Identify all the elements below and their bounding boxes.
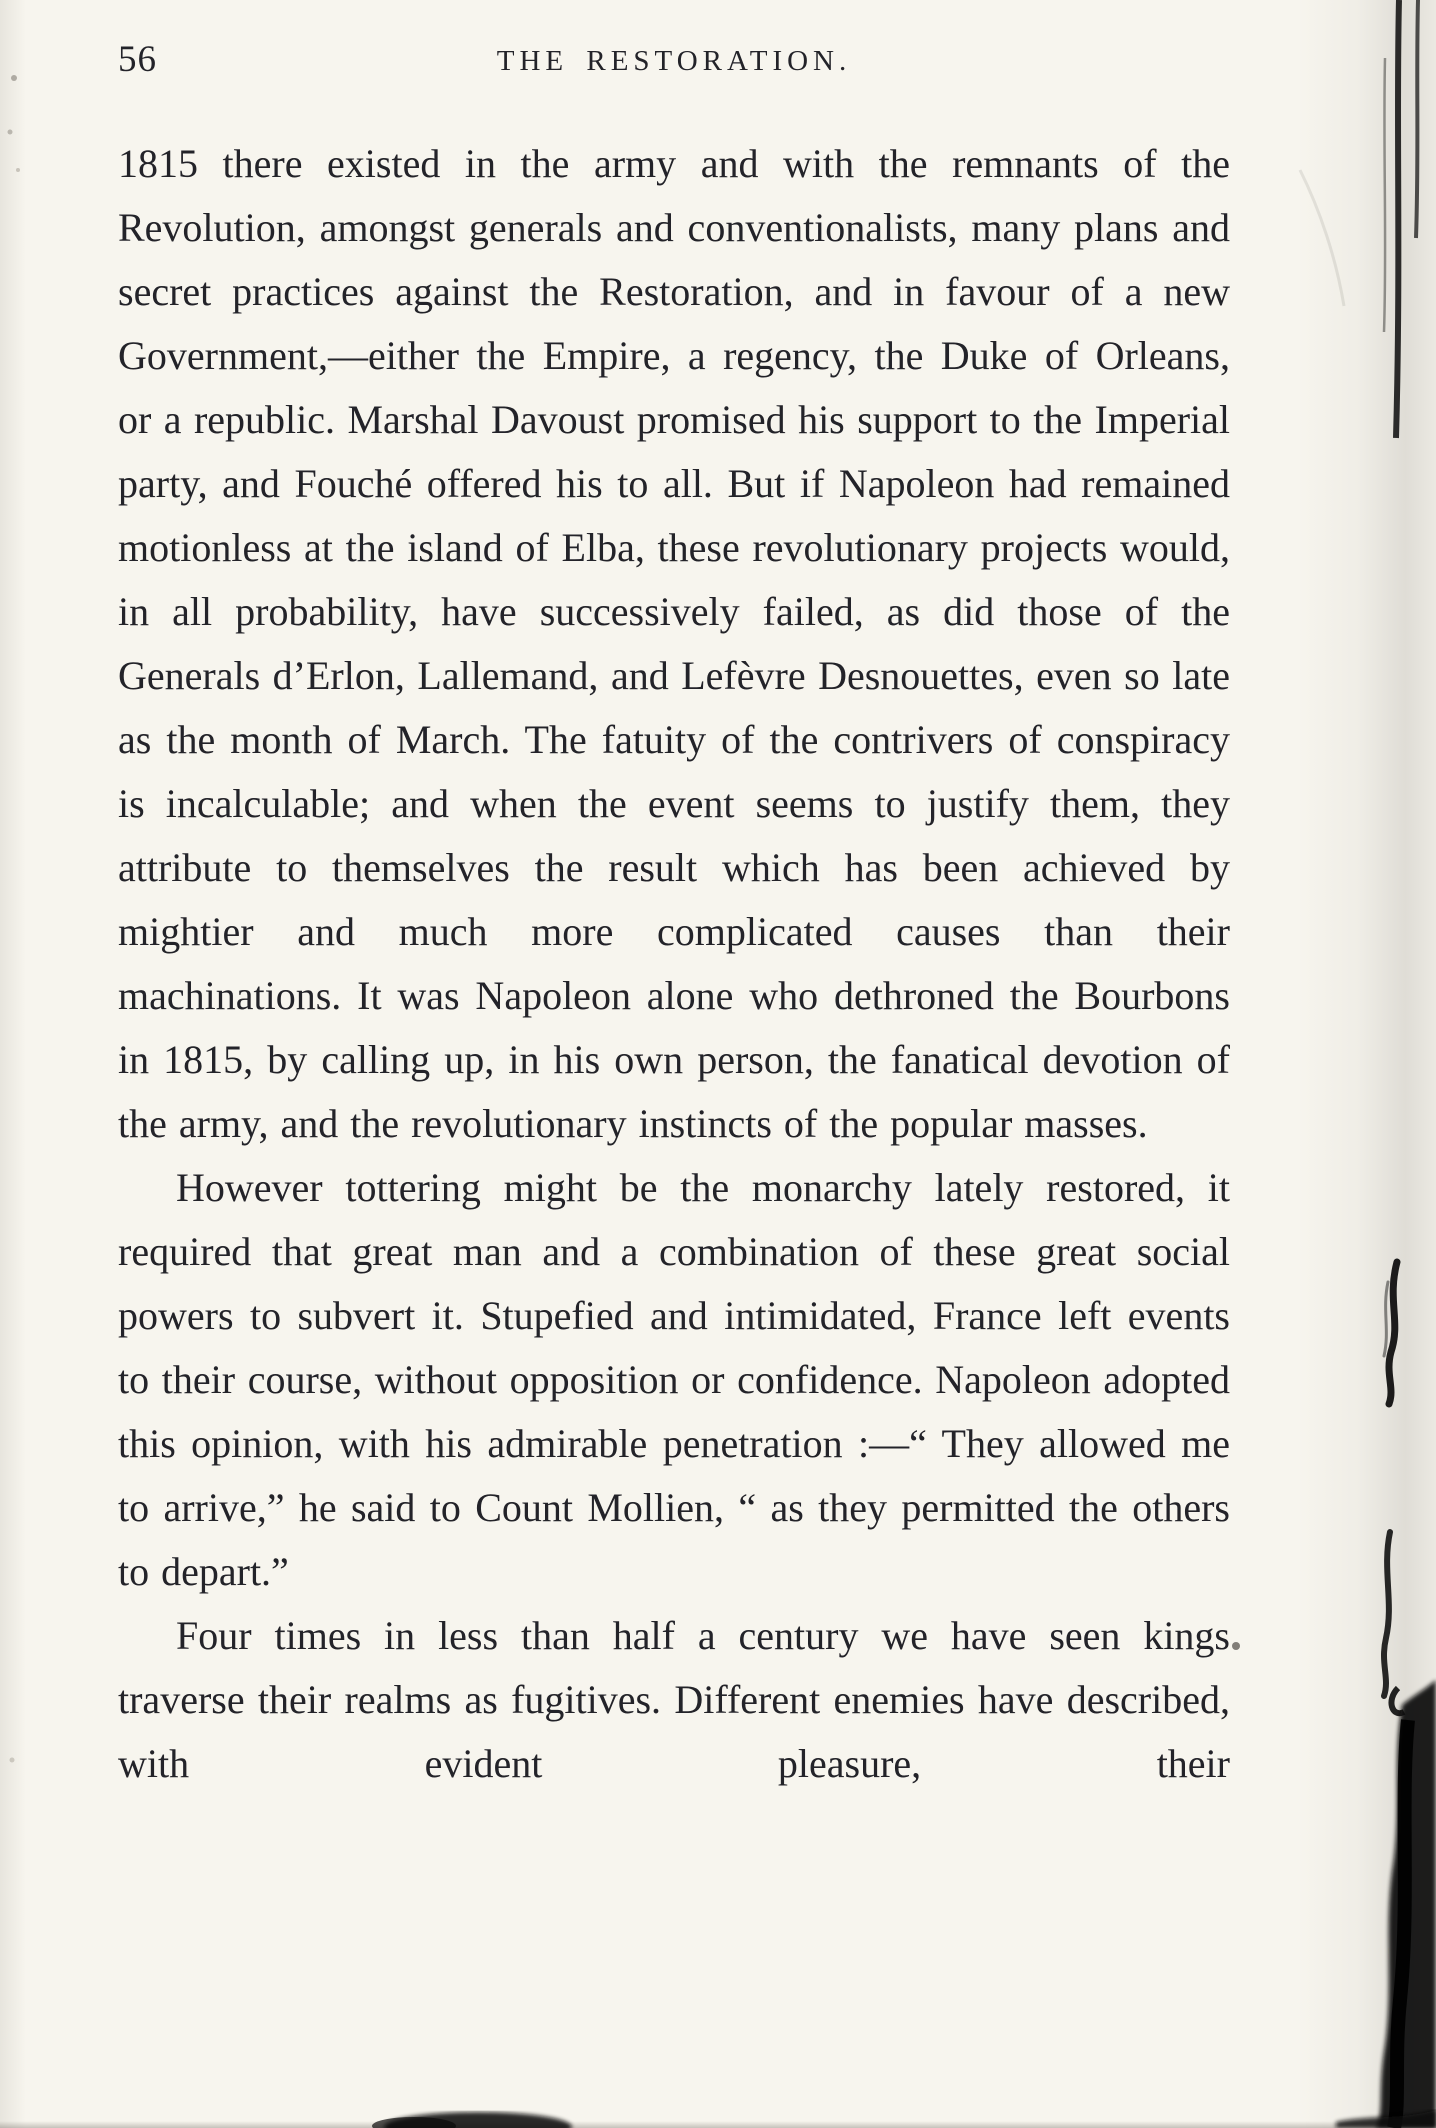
running-head: THE RESTORATION. [496, 45, 852, 77]
paragraph: 1815 there existed in the army and with the remnants of the Revolution, amongst generals and conventionalists, many plans and secret practices against the Restoration, and in favour of a new Government,—either the Empire, a regency, the Duke of Orleans, or a republic. Marshal Davoust promised his support to the Imperial party, and Fouché offered his to all. But if Napoleon had remained motionless at the island of Elba, these revolutionary projects would, in all probability, have successively failed, as did those of the Generals d’Erlon, Lallemand, and Lefèvre Desnouettes, even so late as the month of March. The fatuity of the contrivers of conspiracy is incalculable; and when the event seems to justify them, they attribute to themselves the result which has been achieved by mightier and much more complicated causes than their machinations. It was Napoleon alone who dethroned the Bourbons in 1815, by calling up, in his own person, the fanatical devotion of the army, and the revolutionary instincts of the popular masses. [118, 141, 1230, 1146]
binding-streak-top [1416, 0, 1418, 238]
ink-smudge [372, 2117, 456, 2128]
binding-blob-core [1394, 1720, 1408, 2128]
page-bottom-shadow [0, 2121, 1436, 2128]
binding-flick [1384, 1532, 1390, 1696]
binding-flick [1384, 1282, 1388, 1356]
binding-streak-top [1384, 58, 1385, 332]
binding-streak-top [1396, 0, 1399, 438]
bottom-corner-shadow [1336, 2110, 1436, 2128]
scan-speck [16, 168, 20, 172]
page-header [118, 38, 1230, 94]
faint-scratch [1300, 170, 1344, 306]
page-number: 56 [118, 39, 157, 80]
ink-smudge [384, 2112, 572, 2128]
binding-flick [1389, 1262, 1397, 1404]
paragraph: However tottering might be the monarchy lately restored, it required that great man and a combination of these great social powers to subvert it. Stupefied and intimidated, France left events to their course, without opposition or confidence. Napoleon adopted this opinion, with his admirable penetration :—“ They allowed me to arrive,” he said to Count Mollien, “ as they permitted the others to depart.” [118, 1165, 1230, 1594]
binding-curl [1391, 1688, 1404, 1713]
scan-speck [11, 75, 17, 81]
scan-speck [8, 130, 13, 135]
binding-gutter-shadow [1296, 0, 1436, 2128]
binding-blob [1376, 1680, 1436, 2128]
page-body [118, 132, 1230, 1796]
paragraph: Four times in less than half a century we have seen kings traverse their realms as fugitives. Different enemies have described, with evident pleasure, their [118, 1613, 1230, 1786]
scan-speck [10, 1758, 15, 1763]
scan-speck [1232, 1642, 1240, 1650]
